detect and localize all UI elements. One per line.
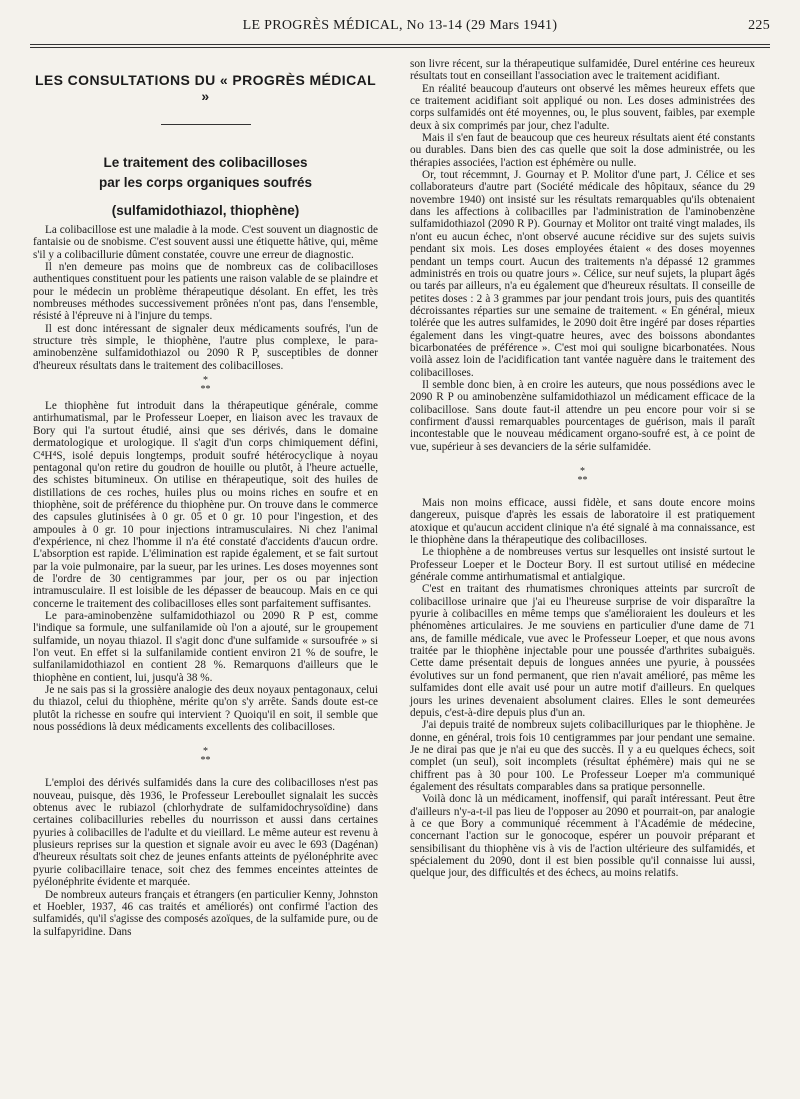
section-separator: * **	[200, 746, 211, 767]
section-title: LES CONSULTATIONS DU « PROGRÈS MÉDICAL »	[34, 72, 377, 104]
paragraph: Il n'en demeure pas moins que de nombreux cas de colibacilloses authentiques constituent pour les patients une raison valable de se plaindre et pour le médecin un problème thérapeutique désolant. En effet, les très nombreuses méthodes successivement prônées n'ont pas, dans l'ensemble, résisté à l'épreuve ni à l'injure du temps.	[33, 261, 378, 323]
paragraph: De nombreux auteurs français et étrangers (en particulier Kenny, Johnston et Hoebler, 1937, 46 cas traités et améliorés) ont confirmé l'action des sulfamidés, qu'il s'agisse des composés azoïques, de la sulfamide pure, ou de la sulfapyridine. Dans	[33, 888, 378, 938]
section-separator: * **	[200, 375, 211, 396]
article-title-line: Le traitement des colibacilloses	[103, 155, 308, 170]
paragraph: Mais non moins efficace, aussi fidèle, et sans doute encore moins dangereux, puisque d'après les essais de laboratoire il est pratiquement atoxique et qu'aucun accident clinique n'a été signalé à ma connaissance, est le thiophène dans la thérapeutique des colibacilloses.	[410, 497, 755, 547]
paragraph: L'emploi des dérivés sulfamidés dans la cure des colibacilloses n'est pas nouveau, puisque, dès 1936, le Professeur Lereboullet signalait les succès obtenus avec le rubiazol (chlorhydrate de sulfamidochrysoïdine) dans certaines colibacilluries rebelles du nourrisson et aussi dans certaines pyuries à colibacilles de l'adulte et du vieillard. Le même auteur est revenu à plusieurs reprises sur la question et signale avoir eu avec le 693 (Dagénan) d'heureux résultats soit chez de jeunes enfants atteints de pyélonéphrite avec pyurie colibacillaire tenace, soit chez des femmes enceintes atteintes de pyélonéphrite évidente et marquée.	[33, 777, 378, 889]
paragraph: Je ne sais pas si la grossière analogie des deux noyaux pentagonaux, celui du thiazol, celui du thiophène, mérite qu'on s'y arrête. Sands doute est-ce plutôt la richesse en soufre qui intervient ? Quoiqu'il en soit, il semble que nous possédions là deux médicaments excellents des colibacilloses.	[33, 684, 378, 734]
section-separator: * **	[577, 466, 588, 486]
paragraph: J'ai depuis traité de nombreux sujets colibacilluriques par le thiophène. Je donne, en général, trois fois 10 centigrammes par jour pendant une semaine. Je ne dirai pas que je n'ai eu que des succès. Il y a eu quelques échecs, soit complet (un seul), soit incomplets (résultat éphémère) mais qui ne se chiffrent pas à 30 pour 100. Le Professeur Loeper m'a communiqué également des résultats comparables dans sa pratique personnelle.	[410, 719, 755, 793]
header-rule	[30, 44, 770, 45]
paragraph: Mais il s'en faut de beaucoup que ces heureux résultats aient été constants ou durables. Dans bien des cas quelle que soit la dose administrée, ou les thérapies associées, l'action est éphémère ou nulle.	[410, 132, 755, 169]
right-column	[410, 58, 755, 880]
paragraph: Le para-aminobenzène sulfamidothiazol ou 2090 R P est, comme l'indique sa formule, une sulfanilamide où l'on a ajouté, sur le groupement sulfamide, un noyau thiazol. Il s'agit donc d'une sulfamide « sursoufrée » si l'on veut. En effet si la sulfanilamide contient environ 21 % de soufre, le sulfanilamidothiazol en contient 28 %. Remarquons d'ailleurs que le thiophène en contient, lui, jusqu'à 38 %.	[33, 609, 378, 684]
paragraph: son livre récent, sur la thérapeutique sulfamidée, Durel entérine ces heureux résultats tout en conseillant l'association avec le traitement acidifiant.	[410, 58, 755, 83]
paragraph: La colibacillose est une maladie à la mode. C'est souvent un diagnostic de fantaisie ou de snobisme. C'est souvent aussi une étiquette hâtive, qui, même s'il y a colibacillurie dûment constatée, couvre une erreur de diagnostic.	[33, 224, 378, 261]
article-title	[33, 153, 378, 193]
paragraph: Or, tout récemmnt, J. Gournay et P. Molitor d'une part, J. Célice et ses collaborateurs d'autre part (Société médicale des hôpitaux, séance du 29 novembre 1940) ont insisté sur les résultats remarquables qu'ils obtenaient dans les affections à colibacilles par l'administration de l'aminobenzène sulfamidothiazol (2090 R P). Gournay et Molitor ont traité vingt malades, ils n'ont eu aucun échec, n'ont observé aucune récidive sur des sujets suivis pendant six mois. Les doses employées étaient « des doses moyennes pendant un temps court. Aucun des traitements n'a dépassé 12 grammes administrés en trois ou quatre jours ». Célice, sur neuf sujets, la plupart âgés ou tarés par ailleurs, n'a eu également que d'heureux résultats. Il conseille de petites doses : 2 à 3 grammes par jour pendant trois jours, puis des quantités décroissantes réparties sur une semaine de traitement. « En général, mieux tolérée que les autres sulfamides, le 2090 doit être ingéré par doses réparties également dans les vingt-quatre heures, avec des boissons abondantes bicarbonatées de préférence ». C'est moi qui souligne bicarbonatées. Nous voilà assez loin de l'acidification tant vantée naguère dans le traitement des colibacilloses.	[410, 169, 755, 379]
paragraph: Le thiophène a de nombreuses vertus sur lesquelles ont insisté surtout le Professeur Loeper et le Docteur Bory. Il est surtout utilisé en médecine générale comme antirhumatismal et antialgique.	[410, 546, 755, 584]
journal-title: LE PROGRÈS MÉDICAL, No 13-14 (29 Mars 1941)	[242, 18, 558, 33]
title-divider	[161, 124, 251, 125]
left-column	[33, 60, 378, 938]
paragraph: Il est donc intéressant de signaler deux médicaments soufrés, l'un de structure très simple, le thiophène, l'autre plus complexe, le para-aminobenzène sulfamidothiazol ou 2090 R P, susceptibles de donner d'heureux résultats dans le traitement des colibacilloses.	[33, 322, 378, 372]
page-number: 225	[748, 18, 770, 33]
paragraph: C'est en traitant des rhumatismes chroniques atteints par surcroît de colibacillose urinaire que j'ai eu l'heureuse surprise de voir disparaître la pyurie à colibacilles en même temps que s'amélioraient les douleurs et les phénomènes articulaires. Je me souviens en particulier d'une dame de 71 ans, de famille médicale, vue avec le Professeur Loeper, et que nous avons traitée par le thiophène injectable pour une poussée d'arthrites subaiguës. Cette dame présentait depuis de longues années une pyurie, à poussées évolutives sur un fond permanent, que rien n'avait amélioré, pas même les sulfamides dont elle avait usé pour un autre motif d'ailleurs. En quelques jours les urines devenaient absolument claires. Elles le sont demeurées depuis, c'est-à-dire depuis plus d'un an.	[410, 583, 755, 719]
running-header	[30, 18, 770, 42]
paragraph: Voilà donc là un médicament, inoffensif, qui paraît intéressant. Peut être d'ailleurs n'y-a-t-il pas lieu de l'opposer au 2090 et pourrait-on, par analogie à ce que Bory a communiqué récemment à l'Académie de médecine, concernant l'action sur le gonocoque, espérer un pouvoir préparant et sensibilisant du thiophène vis à vis de l'action ultérieure des sulfamidés, et spécialement du 2090, dont il est bien possible qu'il connaisse lui aussi, quelque jour, des difficultés et des échecs, au moins relatifs.	[410, 793, 755, 880]
paragraph: Le thiophène fut introduit dans la thérapeutique générale, comme antirhumatismal, par le Professeur Loeper, en liaison avec les travaux de Bory qui l'a surtout étudié, ainsi que ses dérivés, dans le domaine dermatologique et urologique. Il s'agit d'un corps chimiquement défini, C⁴H⁴S, isolé depuis longtemps, produit soufré hétérocyclique à noyau pentagonal qu'on retire du goudron de houille ou plutôt, à l'heure actuelle, des schistes bitumineux. On utilise en thérapeutique, soit des huiles de distillations de ces roches, huiles plus ou moins riches en soufre et en thiophène, soit de préférence du thiophène pur. On trouve dans le commerce des capsules glutinisées à 0 gr. 05 et 0 gr. 10 pour l'ingestion, et des ampoules à 0 gr. 10 pour injections intramusculaires. Ni chez l'animal d'expérience, ni chez l'homme il n'a été constaté d'accidents d'aucun ordre. L'absorption est rapide. L'élimination est rapide également, et se fait surtout par la voie pulmonaire, par la sueur, par les urines. Les doses moyennes sont de l'ordre de 30 centigrammes par jour, per os ou par injection intramusculaire. Il est loisible de les dépasser de beaucoup. Mais en ce qui concerne le traitement des colibacilloses elles sont parfaitement suffisantes.	[33, 400, 378, 610]
paragraph: Il semble donc bien, à en croire les auteurs, que nous possédions avec le 2090 R P ou aminobenzène sulfamidothiazol un médicament efficace de la colibacillose. Sans doute faut-il attendre un peu encore pour voir si se confirment d'aussi remarquables pourcentages de guérison, mais il paraît incontestable que le nouveau médicament organo-soufré est, à ce point de vue, supérieur à ses devanciers de la série sulfamidée.	[410, 378, 755, 453]
header-rule-double	[30, 47, 770, 48]
article-subtitle: (sulfamidothiazol, thiophène)	[111, 203, 300, 218]
paragraph: En réalité beaucoup d'auteurs ont observé les mêmes heureux effets que ce traitement acidifiant soit appliqué ou non. Les doses administrées des corps sulfamidés ont été moyennes, ou, le plus souvent, faibles, par exemple deux à six comprimés par jour, chez l'adulte.	[410, 82, 755, 132]
article-title-line: par les corps organiques soufrés	[98, 175, 313, 190]
